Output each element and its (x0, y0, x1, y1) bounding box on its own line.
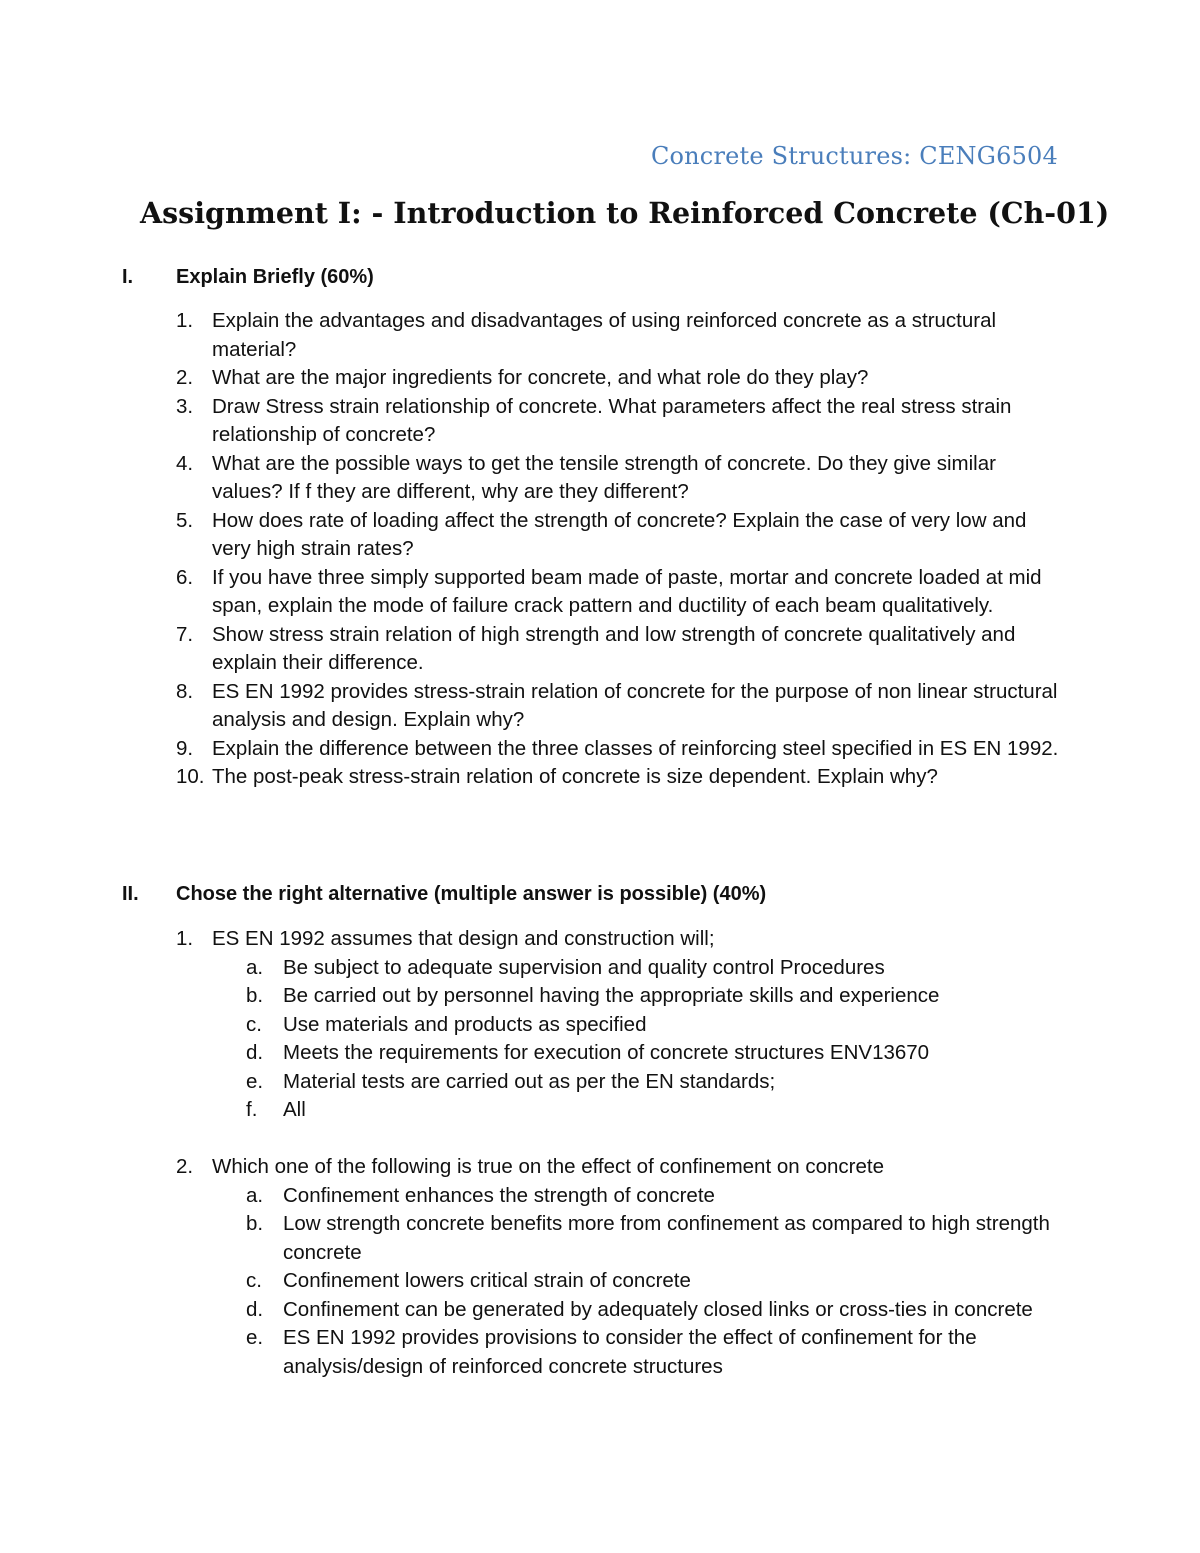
answer-option (0, 1039, 1200, 1068)
option-letter: e. (246, 1069, 264, 1093)
item-text: Show stress strain relation of high strength and low strength of concrete qualitatively and explain their difference. (212, 622, 1016, 674)
item-number: 10. (176, 765, 205, 788)
answer-option (0, 1324, 1200, 1381)
option-text: Use materials and products as specified (283, 1012, 647, 1036)
item-number: 7. (176, 622, 194, 646)
question-line (0, 1153, 1200, 1182)
option-text: Be carried out by personnel having the appropriate skills and experience (283, 984, 940, 1007)
item-text: Explain the advantages and disadvantages of using reinforced concrete as a structural material? (212, 309, 997, 361)
answer-option (0, 1210, 1200, 1267)
item-text: What are the major ingredients for concrete, and what role do they play? (212, 366, 869, 389)
option-letter: a. (246, 955, 264, 979)
option-letter: f. (246, 1098, 258, 1121)
section-number: I. (122, 266, 134, 288)
answer-option (0, 1182, 1200, 1211)
answer-option (0, 1068, 1200, 1097)
list-item (0, 364, 1200, 393)
item-text: ES EN 1992 provides stress-strain relation of concrete for the purpose of non linear structural analysis and design. Explain why? (212, 679, 1058, 731)
option-text: Be subject to adequate supervision and quality control Procedures (283, 955, 885, 979)
option-letter: c. (246, 1012, 262, 1036)
item-text: What are the possible ways to get the tensile strength of concrete. Do they give similar values? If f they are different, why are they different? (212, 451, 996, 503)
question-line (0, 925, 1200, 954)
section-label: Chose the right alternative (multiple answer is possible) (40%) (176, 883, 767, 905)
item-number: 3. (176, 394, 194, 418)
answer-option (0, 954, 1200, 983)
question-number: 2. (176, 1155, 194, 1178)
section-number: II. (122, 883, 139, 905)
item-number: 9. (176, 736, 194, 760)
option-letter: b. (246, 984, 264, 1007)
item-text: If you have three simply supported beam made of paste, mortar and concrete loaded at mid span, explain the mode of failure crack pattern and ductility of each beam qualitatively. (212, 565, 1042, 617)
item-number: 1. (176, 309, 194, 332)
list-item (0, 393, 1200, 450)
item-number: 4. (176, 451, 194, 475)
option-text: Confinement can be generated by adequately closed links or cross-ties in concrete (283, 1297, 1033, 1321)
item-number: 2. (176, 366, 194, 389)
answer-option (0, 1296, 1200, 1325)
list-item (0, 507, 1200, 564)
option-text: Material tests are carried out as per the EN standards; (283, 1069, 776, 1093)
option-letter: b. (246, 1212, 264, 1235)
option-text: Confinement enhances the strength of concrete (283, 1183, 715, 1207)
question-text: ES EN 1992 assumes that design and construction will; (212, 927, 715, 950)
item-text: Draw Stress strain relationship of concrete. What parameters affect the real stress strain relationship of concrete? (212, 394, 1012, 446)
page-title: Assignment I: - Introduction to Reinforced Concrete (Ch-01) (140, 196, 1110, 230)
item-text: The post-peak stress-strain relation of concrete is size dependent. Explain why? (212, 765, 938, 788)
option-text: Meets the requirements for execution of concrete structures ENV13670 (283, 1041, 930, 1064)
option-letter: d. (246, 1041, 264, 1064)
question-text: Which one of the following is true on the effect of confinement on concrete (212, 1155, 884, 1178)
question-number: 1. (176, 927, 194, 950)
answer-option (0, 982, 1200, 1011)
option-letter: e. (246, 1326, 264, 1349)
option-letter: d. (246, 1297, 264, 1321)
option-text: Confinement lowers critical strain of concrete (283, 1269, 691, 1292)
item-text: Explain the difference between the three classes of reinforcing steel specified in ES EN 1992. (212, 736, 1059, 760)
item-number: 5. (176, 508, 194, 532)
item-text: How does rate of loading affect the strength of concrete? Explain the case of very low and very high strain rates? (212, 508, 1027, 560)
answer-option (0, 1267, 1200, 1296)
list-item (0, 564, 1200, 621)
option-text: ES EN 1992 provides provisions to consider the effect of confinement for the analysis/design of reinforced concrete structures (283, 1326, 977, 1378)
list-item (0, 735, 1200, 764)
section-label: Explain Briefly (60%) (176, 266, 374, 288)
item-number: 8. (176, 679, 194, 703)
answer-option (0, 1011, 1200, 1040)
list-item (0, 678, 1200, 735)
course-header: Concrete Structures: CENG6504 (650, 142, 1058, 170)
list-item (0, 621, 1200, 678)
list-item (0, 307, 1200, 364)
explain-question-list (0, 307, 1200, 792)
list-item (0, 450, 1200, 507)
multiple-choice-question-1 (0, 925, 1200, 1125)
list-item (0, 763, 1200, 792)
option-text: Low strength concrete benefits more from confinement as compared to high strength concrete (283, 1212, 1050, 1264)
multiple-choice-question-2 (0, 1153, 1200, 1381)
option-letter: a. (246, 1183, 264, 1207)
answer-option (0, 1096, 1200, 1125)
item-number: 6. (176, 565, 194, 589)
option-text: All (283, 1098, 306, 1121)
option-letter: c. (246, 1269, 262, 1292)
